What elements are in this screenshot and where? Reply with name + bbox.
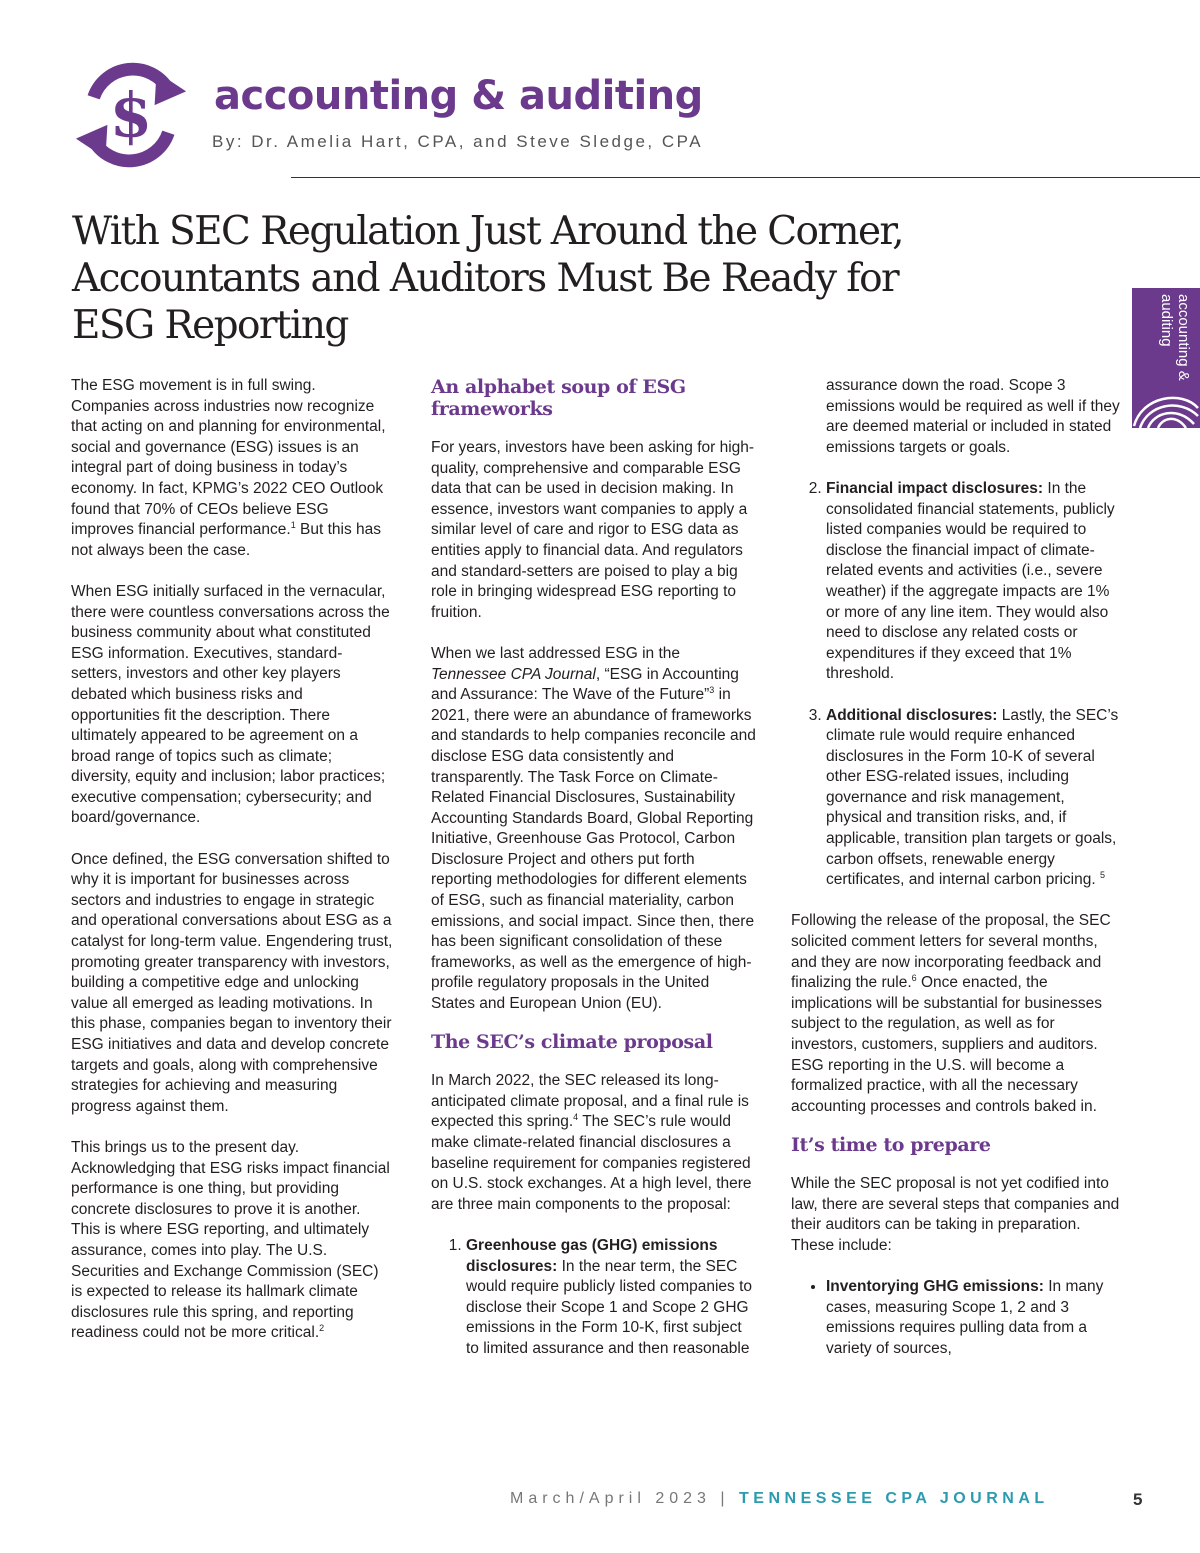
header-divider bbox=[291, 177, 1200, 178]
fingerprint-swirl-icon bbox=[1132, 386, 1200, 428]
subheading-time-to-prepare: It’s time to prepare bbox=[791, 1133, 991, 1156]
paragraph: In March 2022, the SEC released its long-anticipated climate proposal, and a final rule is expected this spring.$^4$ The SEC’s rule would make climate-related financial disclosures a baseline requirement for companies registered on U.S. stock exchanges. At a high level, there are three main components to the proposal: bbox=[431, 1072, 752, 1213]
page-number: 5 bbox=[1133, 1490, 1143, 1509]
byline: By: Dr. Amelia Hart, CPA, and Steve Sledge, CPA bbox=[212, 132, 704, 151]
publication-name: TENNESSEE CPA JOURNAL bbox=[739, 1490, 1049, 1507]
dollar-cycle-icon bbox=[72, 56, 190, 174]
section-title: accounting & auditing bbox=[214, 73, 703, 119]
list-item: 2. Financial impact disclosures: In the consolidated financial statements, publicly listed companies would be required to disclose the financial impact of climate-related events and activities (i.e., severe weather) if the aggregate impacts are 1% or more of any line item. They would also need to disclose any related costs or expenditures if they exceed that 1% threshold. bbox=[826, 479, 1121, 685]
proposal-components-list-continued bbox=[791, 376, 1121, 458]
preparation-steps-list bbox=[791, 1277, 1121, 1359]
proposal-components-list bbox=[431, 1236, 757, 1360]
proposal-components-list bbox=[791, 479, 1121, 891]
subheading-sec-climate-proposal: The SEC’s climate proposal bbox=[431, 1031, 713, 1054]
issue-date: March/April 2023 bbox=[510, 1490, 711, 1507]
page-footer bbox=[510, 1490, 1110, 1508]
paragraph: This brings us to the present day. Acknowledging that ESG risks impact financial performance is one thing, but providing concrete disclosures to prove it is another. This is where ESG reporting, and ultimately assurance, comes into play. The U.S. Securities and Exchange Commission (SEC) is expected to release its hallmark climate disclosures rule this spring, and reporting readiness could not be more critical.$^2$ bbox=[71, 1138, 390, 1342]
paragraph: Following the release of the proposal, the SEC solicited comment letters for several months, and they are now incorporating feedback and finalizing the rule.$^6$ Once enacted, the implications will be substantial for businesses subject to the regulation, as well as for investors, customers, suppliers and auditors. ESG reporting in the U.S. will become a formalized practice, with all the necessary accounting processes and controls baked in. bbox=[791, 912, 1111, 1115]
subheading-esg-frameworks: An alphabet soup of ESG frameworks bbox=[431, 376, 686, 420]
article-headline: With SEC Regulation Just Around the Corner, Accountants and Auditors Must Be Ready for ESG Reporting bbox=[72, 209, 903, 348]
paragraph: While the SEC proposal is not yet codified into law, there are several steps that companies and their auditors can be taking in preparation. These include: bbox=[791, 1174, 1120, 1254]
paragraph: When we last addressed ESG in the Tennessee CPA Journal, “ESG in Accounting and Assurance: The Wave of the Future”$^3$ in 2021, there were an abundance of frameworks and standards to help companies reconcile and disclose ESG data consistently and transparently. The Task Force on Climate-Related Financial Disclosures, Sustainability Accounting Standards Board, Global Reporting Initiative, Greenhouse Gas Protocol, Carbon Disclosure Project and others put forth reporting methodologies for different elements of ESG, such as financial materiality, carbon emissions, and social impact. Since then, there has been significant consolidation of these frameworks, as well as the emergence of high-profile regulatory proposals in the United States and European Union (EU). bbox=[431, 644, 756, 1013]
paragraph: When ESG initially surfaced in the vernacular, there were countless conversations across the business community about what constituted ESG information. Executives, standard-setters, investors and other key players debated which business risks and opportunities fit the description. There ultimately appeared to be agreement on a broad range of topics such as climate; diversity, equity and inclusion; labor practices; executive compensation; cybersecurity; and board/governance. bbox=[71, 582, 390, 827]
list-item: 1. Greenhouse gas (GHG) emissions disclosures: In the near term, the SEC would require publicly listed companies to disclose their Scope 1 and Scope 2 GHG emissions in the Form 10-K, first subject to limited assurance and then reasonable bbox=[466, 1236, 757, 1360]
footer-separator: | bbox=[720, 1490, 730, 1507]
list-item: • Inventorying GHG emissions: In many cases, measuring Scope 1, 2 and 3 emissions requires pulling data from a variety of sources, bbox=[826, 1277, 1121, 1359]
paragraph: Once defined, the ESG conversation shifted to why it is important for businesses across sectors and industries to engage in strategic and operational conversations about ESG as a catalyst for long-term value. Engendering trust, promoting greater transparency with investors, building a competitive edge and unlocking value all emerged as leading motivations. In this phase, companies began to inventory their ESG initiatives and data and develop concrete targets and goals, along with comprehensive strategies for achieving and measuring progress against them. bbox=[71, 850, 393, 1115]
section-side-tab bbox=[1132, 288, 1200, 428]
list-item: 3. Additional disclosures: Lastly, the SEC’s climate rule would require enhanced disclosures in the Form 10-K of several other ESG-related issues, including governance and risk management, physical and transition risks, and, if applicable, transition plan targets or goals, carbon offsets, renewable energy certificates, and internal carbon pricing. $^5$ bbox=[826, 706, 1121, 891]
article-column-1 bbox=[71, 376, 393, 1365]
paragraph: The ESG movement is in full swing. Companies across industries now recognize that acting on and planning for environmental, social and governance (ESG) issues is an integral part of doing business in today’s economy. In fact, KPMG’s 2022 CEO Outlook found that 70% of CEOs believe ESG improves financial performance.$^1$ But this has not always been the case. bbox=[71, 377, 386, 559]
article-column-3 bbox=[791, 376, 1121, 1359]
side-tab-label: accounting & auditing bbox=[1158, 294, 1192, 381]
article-column-2 bbox=[431, 376, 757, 1380]
svg-text:$: $ bbox=[109, 80, 153, 152]
paragraph: For years, investors have been asking for high-quality, comprehensive and comparable ESG data that can be used in decision making. In essence, investors want companies to apply a similar level of care and rigor to ESG data as entities apply to financial data. And regulators and standard-setters are poised to play a big role in bringing widespread ESG reporting to fruition. bbox=[431, 439, 755, 621]
list-item: assurance down the road. Scope 3 emissions would be required as well if they are deemed material or included in stated emissions targets or goals. bbox=[826, 377, 1120, 456]
